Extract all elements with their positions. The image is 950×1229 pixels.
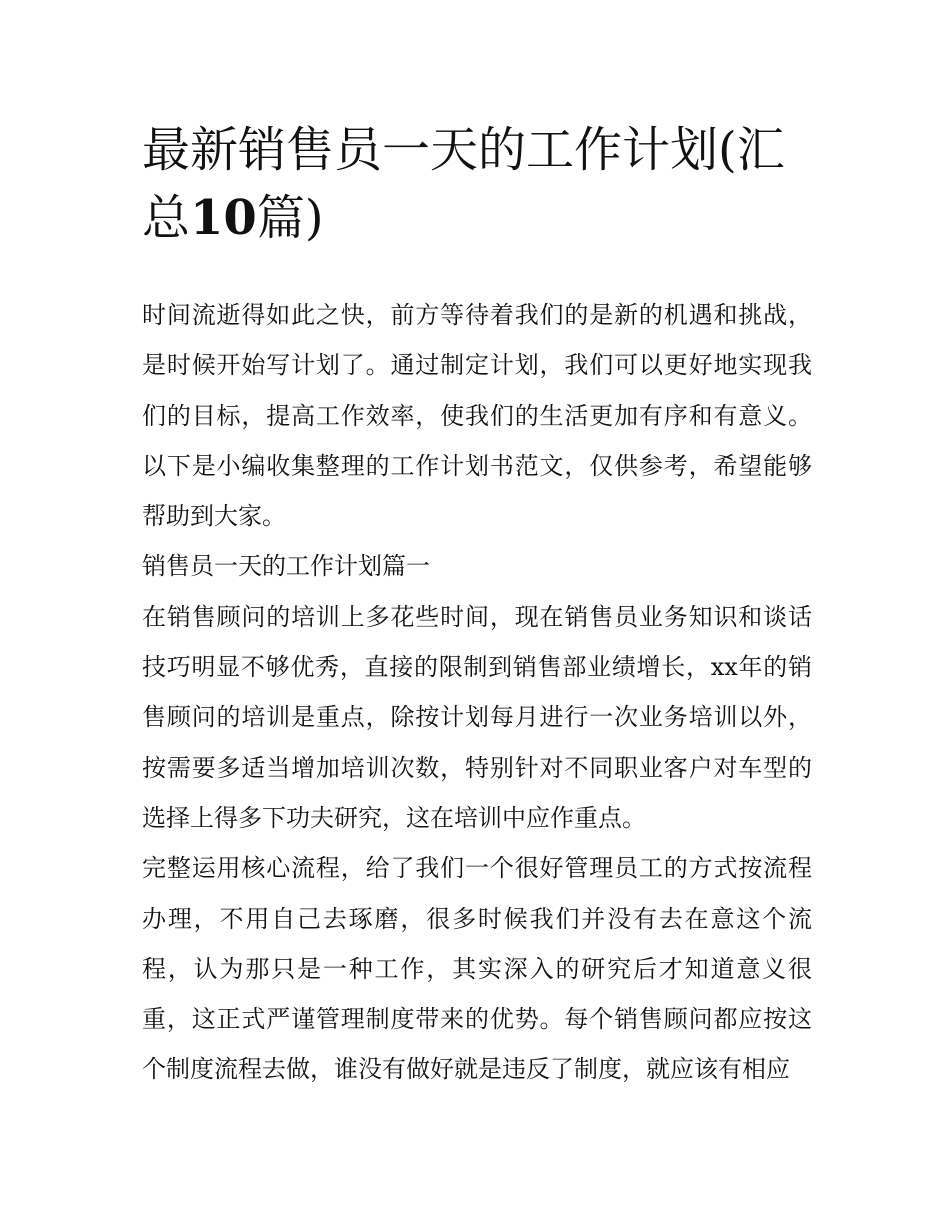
body-paragraph: 在销售顾问的培训上多花些时间，现在销售员业务知识和谈话技巧明显不够优秀，直接的限制到销售部业绩增长，xx年的销售顾问的培训是重点，除按计划每月进行一次业务培训以外，按需要多适当增加培训次数，特别针对不同职业客户对车型的选择上得多下功夫研究，这在培训中应作重点。 <box>142 602 812 832</box>
body-paragraph: 完整运用核心流程，给了我们一个很好管理员工的方式按流程办理，不用自己去琢磨，很多时候我们并没有去在意这个流程，认为那只是一种工作，其实深入的研究后才知道意义很重，这正式严谨管理制度带来的优势。每个销售顾问都应按这个制度流程去做，谁没有做好就是违反了制度，就应该有相应 <box>142 854 812 1084</box>
document-content <box>142 116 812 1095</box>
intro-paragraph: 时间流逝得如此之快，前方等待着我们的是新的机遇和挑战，是时候开始写计划了。通过制定计划，我们可以更好地实现我们的目标，提高工作效率，使我们的生活更加有序和有意义。以下是小编收集整理的工作计划书范文，仅供参考，希望能够帮助到大家。 <box>142 301 812 531</box>
section-heading: 销售员一天的工作计划篇一 <box>142 552 430 581</box>
document-body <box>142 290 812 1095</box>
document-title: 最新销售员一天的工作计划(汇总10篇) <box>142 122 785 246</box>
